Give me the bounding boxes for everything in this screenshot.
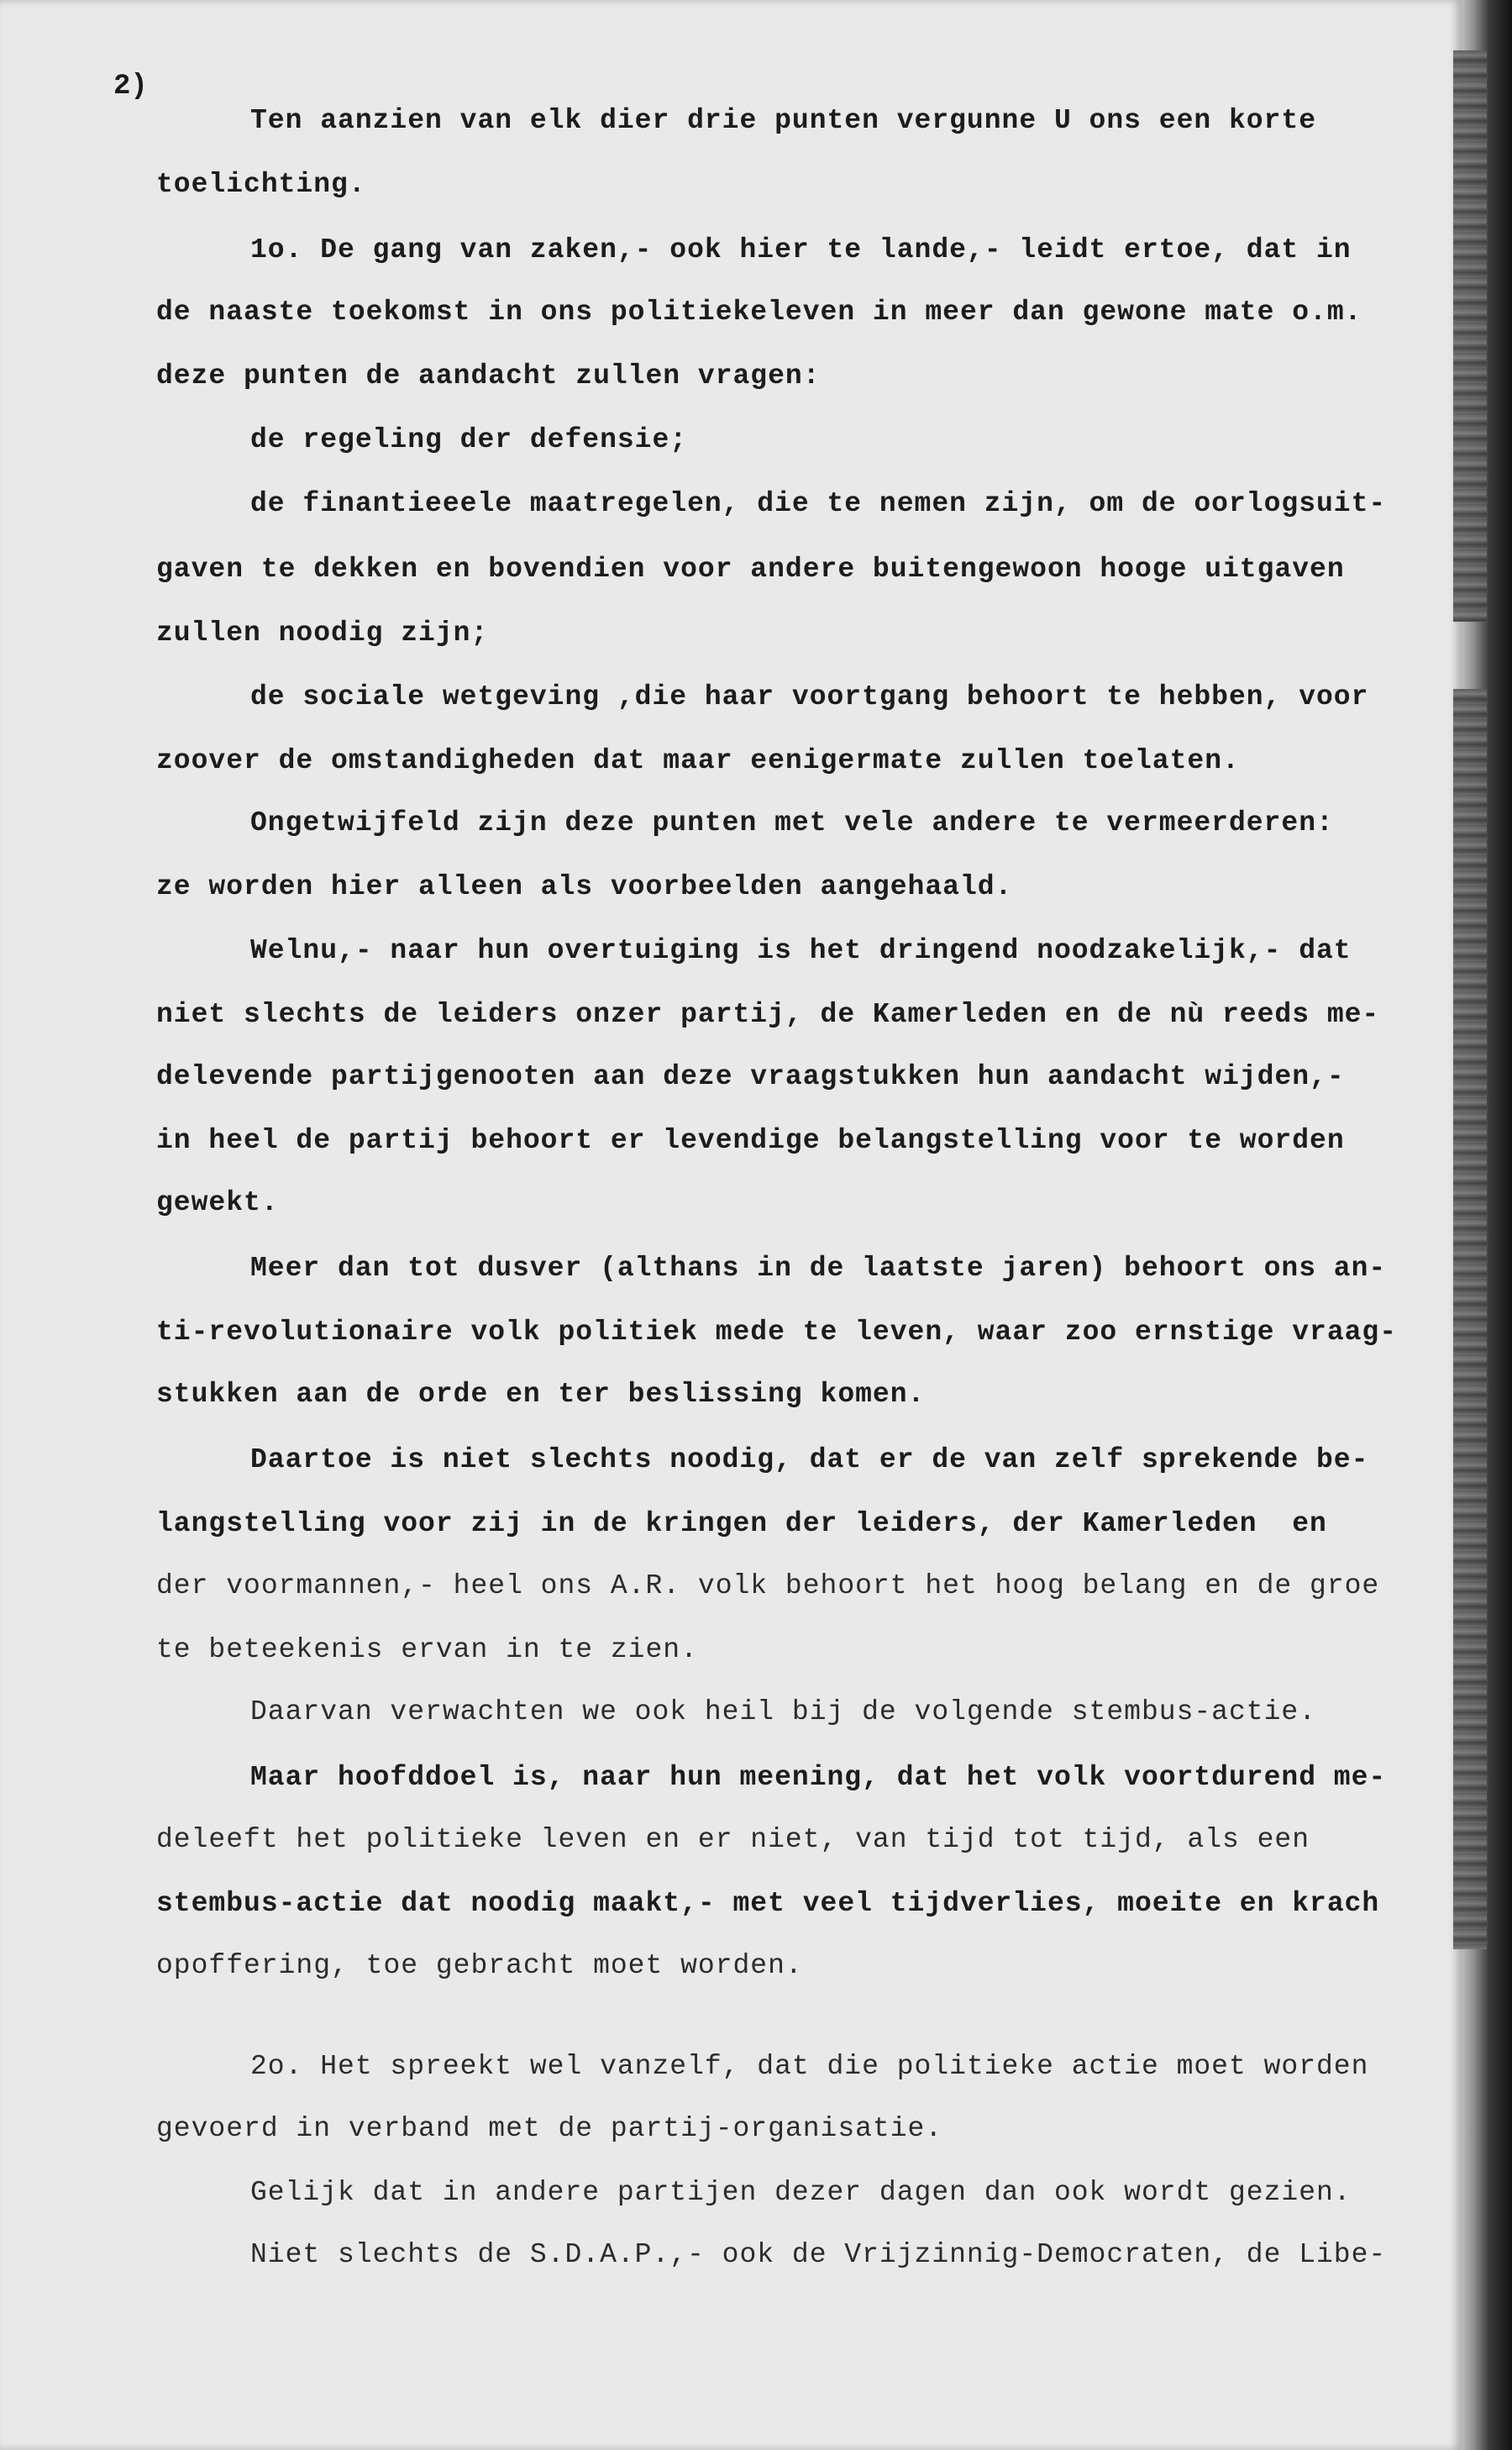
- text-line: gewekt.: [156, 1187, 279, 1218]
- text-line: Gelijk dat in andere partijen dezer dagen dan ook wordt gezien.: [250, 2177, 1352, 2208]
- page-number: 2): [113, 71, 148, 103]
- text-line: de finantieeele maatregelen, die te nemen zijn, om de oorlogsuit-: [250, 488, 1387, 519]
- text-line: deze punten de aandacht zullen vragen:: [156, 360, 821, 392]
- text-line: in heel de partij behoort er levendige belangstelling voor te worden: [156, 1125, 1345, 1156]
- text-line: Welnu,- naar hun overtuiging is het dringend noodzakelijk,- dat: [250, 935, 1352, 966]
- text-line: toelichting.: [156, 169, 366, 200]
- text-line: Meer dan tot dusver (althans in de laatste jaren) behoort ons an-: [250, 1253, 1387, 1284]
- text-line: niet slechts de leiders onzer partij, de Kamerleden en de nù reeds me-: [156, 999, 1380, 1030]
- text-line: delevende partijgenooten aan deze vraagstukken hun aandacht wijden,-: [156, 1061, 1345, 1092]
- text-line: Niet slechts de S.D.A.P.,- ook de Vrijzinnig-Democraten, de Libe-: [250, 2239, 1387, 2270]
- text-line: der voormannen,- heel ons A.R. volk behoort het hoog belang en de groe: [156, 1570, 1380, 1601]
- text-line: stukken aan de orde en ter beslissing komen.: [156, 1379, 926, 1410]
- text-line: gevoerd in verband met de partij-organisatie.: [156, 2113, 943, 2144]
- text-line: ti-revolutionaire volk politiek mede te leven, waar zoo ernstige vraag-: [156, 1317, 1398, 1348]
- text-line: te beteekenis ervan in te zien.: [156, 1634, 698, 1665]
- text-line: 2o. Het spreekt wel vanzelf, dat die politieke actie moet worden: [250, 2051, 1369, 2082]
- text-line: zullen noodig zijn;: [156, 618, 489, 649]
- text-line: de sociale wetgeving ,die haar voortgang behoort te hebben, voor: [250, 681, 1369, 712]
- text-line: ze worden hier alleen als voorbeelden aangehaald.: [156, 871, 1013, 902]
- text-line: gaven te dekken en bovendien voor andere buitengewoon hooge uitgaven: [156, 554, 1345, 585]
- text-line: Maar hoofddoel is, naar hun meening, dat het volk voortdurend me-: [250, 1762, 1387, 1793]
- text-line: stembus-actie dat noodig maakt,- met veel tijdverlies, moeite en krach: [156, 1888, 1380, 1919]
- text-line: deleeft het politieke leven en er niet, van tijd tot tijd, als een: [156, 1824, 1310, 1855]
- text-line: Daarvan verwachten we ook heil bij de volgende stembus-actie.: [250, 1696, 1316, 1727]
- scan-shadow: [1453, 50, 1487, 622]
- scan-shadow: [1453, 689, 1487, 1949]
- text-line: de regeling der defensie;: [250, 424, 688, 455]
- text-line: de naaste toekomst in ons politiekeleven in meer dan gewone mate o.m.: [156, 297, 1362, 328]
- text-line: zoover de omstandigheden dat maar eenigermate zullen toelaten.: [156, 745, 1240, 776]
- text-line: 1o. De gang van zaken,- ook hier te lande,- leidt ertoe, dat in: [250, 234, 1352, 266]
- text-line: Ongetwijfeld zijn deze punten met vele andere te vermeerderen:: [250, 807, 1334, 839]
- text-line: Ten aanzien van elk dier drie punten vergunne U ons een korte: [250, 105, 1316, 136]
- text-line: langstelling voor zij in de kringen der leiders, der Kamerleden en: [156, 1508, 1327, 1539]
- text-line: Daartoe is niet slechts noodig, dat er de van zelf sprekende be-: [250, 1444, 1369, 1475]
- text-line: opoffering, toe gebracht moet worden.: [156, 1950, 803, 1981]
